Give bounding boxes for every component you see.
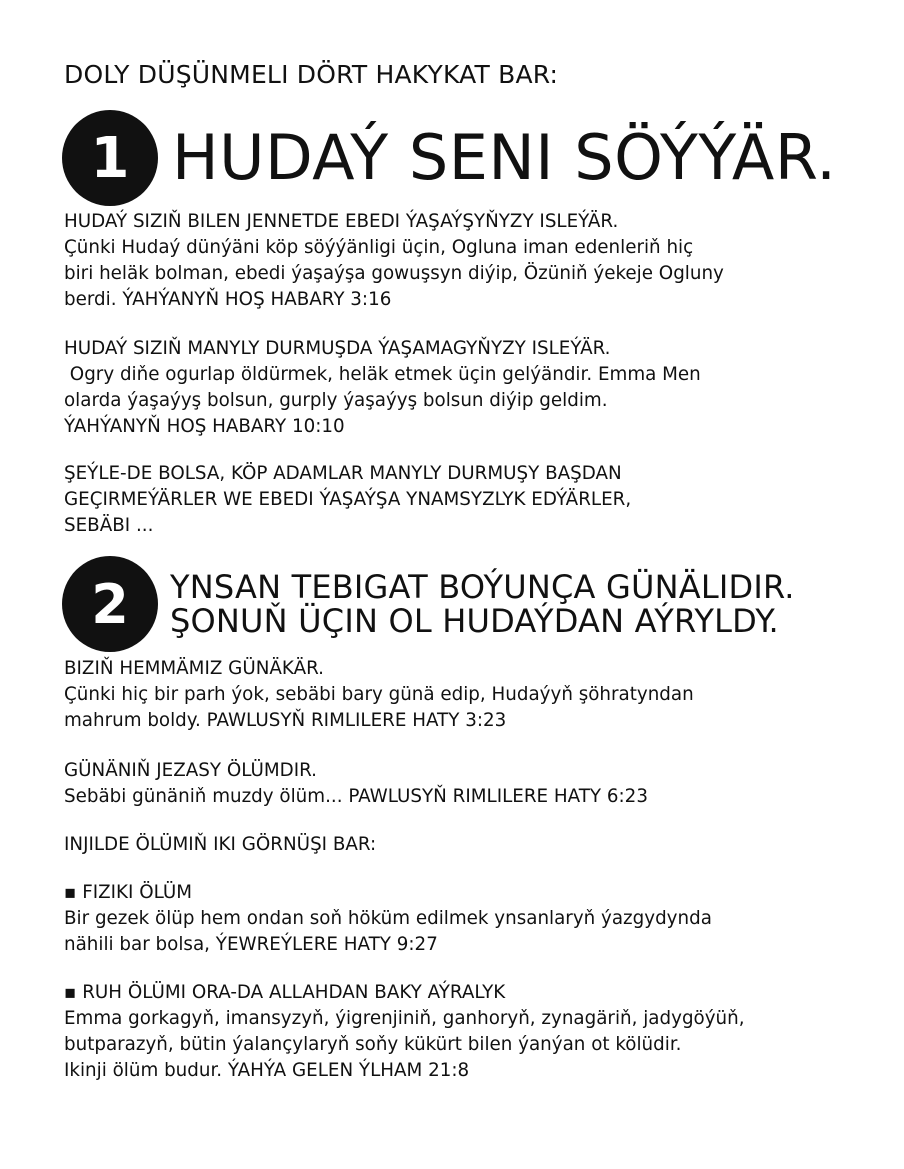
point-1-paragraph	[64, 461, 631, 539]
paragraph-line: BIZIŇ HEMMÄMIZ GÜNÄKÄR.	[64, 658, 324, 679]
paragraph-line: ▪ RUH ÖLÜMI ORA-DA ALLAHDAN BAKY AÝRALYK	[64, 982, 506, 1003]
paragraph-line: Bir gezek ölüp hem ondan soň höküm edilmek ynsanlaryň ýazgydynda	[64, 908, 712, 929]
paragraph-line: biri heläk bolman, ebedi ýaşaýşa gowuşsyn diýip, Özüniň ýekeje Ogluny	[64, 263, 724, 284]
paragraph-line: HUDAÝ SIZIŇ MANYLY DURMUŞDA ÝAŞAMAGYŇYZY ISLEÝÄR.	[64, 338, 611, 359]
point-2-paragraph	[64, 980, 745, 1084]
paragraph-line: ▪ FIZIKI ÖLÜM	[64, 882, 193, 903]
point-1-paragraph	[64, 209, 724, 313]
paragraph-line: GÜNÄNIŇ JEZASY ÖLÜMDIR.	[64, 760, 317, 781]
paragraph-line: Çünki hiç bir parh ýok, sebäbi bary günä edip, Hudaýyň şöhratyndan	[64, 684, 694, 705]
point-2-paragraph	[64, 656, 694, 734]
paragraph-line: olarda ýaşaýyş bolsun, gurply ýaşaýyş bolsun diýip geldim.	[64, 390, 608, 411]
paragraph-line: Çünki Hudaý dünýäni köp söýýänligi üçin, Ogluna iman edenleriň hiç	[64, 237, 694, 258]
point-2-heading	[170, 570, 795, 638]
point-1-heading: HUDAÝ SENI SÖÝÝÄR.	[172, 121, 837, 194]
point-1-header	[62, 110, 836, 206]
paragraph-line: Sebäbi günäniň muzdy ölüm... PAWLUSYŇ RIMLILERE HATY 6:23	[64, 786, 648, 807]
paragraph-line: berdi. ÝAHÝANYŇ HOŞ HABARY 3:16	[64, 289, 392, 310]
paragraph-line: Emma gorkagyň, imansyzyň, ýigrenjiniň, ganhoryň, zynagäriň, jadygöýüň,	[64, 1008, 745, 1029]
point-2-paragraph	[64, 880, 712, 958]
point-1-paragraph	[64, 336, 701, 440]
intro-heading: DOLY DÜŞÜNMELI DÖRT HAKYKAT BAR:	[64, 60, 559, 89]
paragraph-line: nähili bar bolsa, ÝEWREÝLERE HATY 9:27	[64, 934, 438, 955]
point-2-paragraph	[64, 758, 648, 810]
point-2-number-badge: 2	[62, 556, 158, 652]
paragraph-line: Ikinji ölüm budur. ÝAHÝA GELEN ÝLHAM 21:8	[64, 1060, 470, 1081]
paragraph-line: mahrum boldy. PAWLUSYŇ RIMLILERE HATY 3:23	[64, 710, 507, 731]
paragraph-line: ŞEÝLE-DE BOLSA, KÖP ADAMLAR MANYLY DURMUŞY BAŞDAN	[64, 463, 622, 484]
paragraph-line: ÝAHÝANYŇ HOŞ HABARY 10:10	[64, 416, 345, 437]
paragraph-line: HUDAÝ SIZIŇ BILEN JENNETDE EBEDI ÝAŞAÝŞYŇYZY ISLEÝÄR.	[64, 211, 619, 232]
point-1-number-badge: 1	[62, 110, 158, 206]
point-2-heading-line: YNSAN TEBIGAT BOÝUNÇA GÜNÄLIDIR.	[170, 568, 795, 606]
paragraph-line: SEBÄBI ...	[64, 515, 154, 536]
point-2-header	[62, 556, 795, 652]
paragraph-line: Ogry diňe ogurlap öldürmek, heläk etmek üçin gelýändir. Emma Men	[64, 364, 701, 385]
paragraph-line: INJILDE ÖLÜMIŇ IKI GÖRNÜŞI BAR:	[64, 834, 377, 855]
point-2-paragraph	[64, 832, 376, 858]
paragraph-line: GEÇIRMEÝÄRLER WE EBEDI ÝAŞAÝŞA YNAMSYZLYK EDÝÄRLER,	[64, 489, 632, 510]
paragraph-line: butparazyň, bütin ýalançylaryň soňy kükürt bilen ýanýan ot kölüdir.	[64, 1034, 682, 1055]
point-2-heading-line: ŞONUŇ ÜÇIN OL HUDAÝDAN AÝRYLDY.	[170, 602, 779, 640]
